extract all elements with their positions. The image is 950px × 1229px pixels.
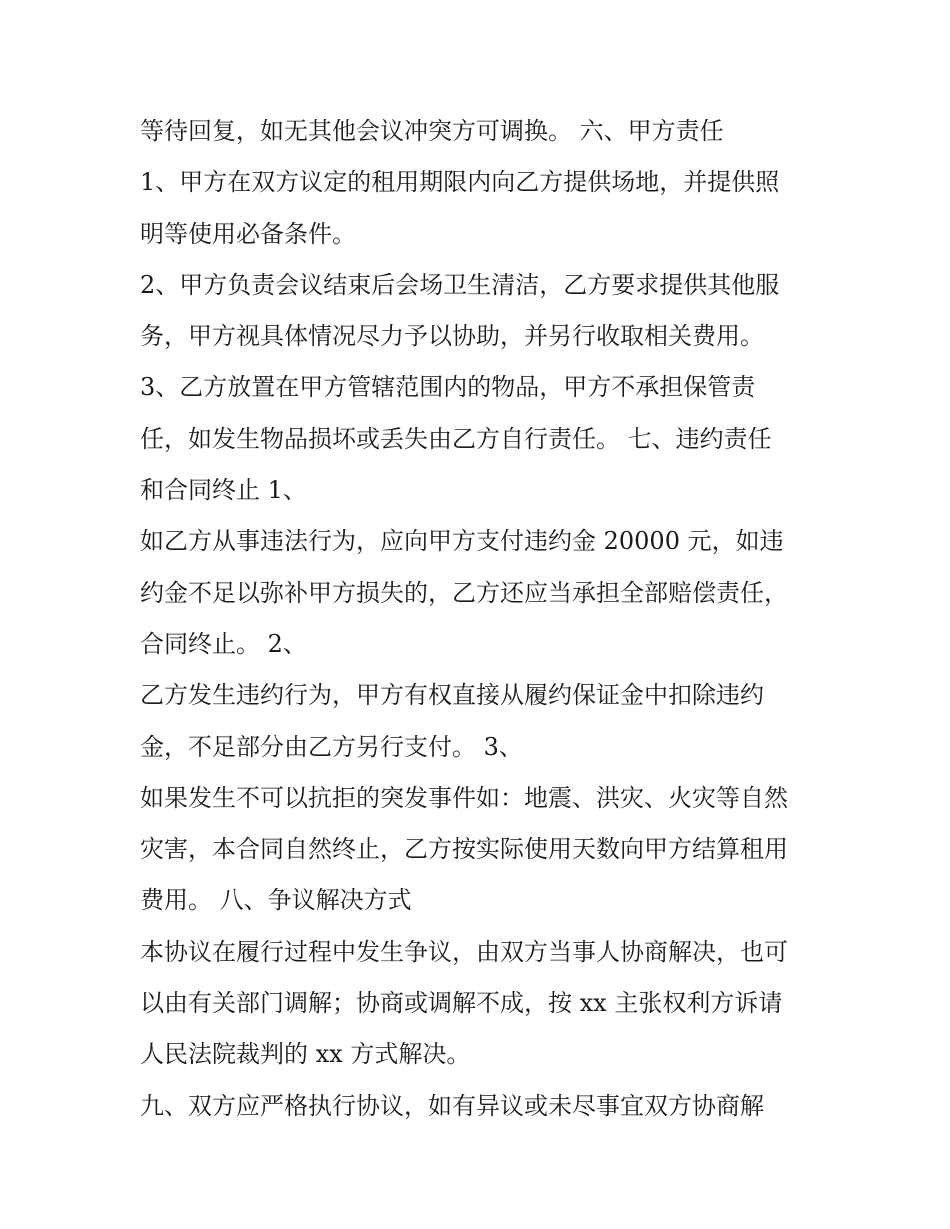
text-line: 约金不足以弥补甲方损失的，乙方还应当承担全部赔偿责任， <box>140 578 788 607</box>
text-line: 如乙方从事违法行为，应向甲方支付违约金 20000 元，如违 <box>140 527 784 556</box>
text-line: 费用。 八、争议解决方式 <box>140 886 412 915</box>
text-line: 九、双方应严格执行协议，如有异议或未尽事宜双方协商解 <box>140 1091 764 1120</box>
contract-text <box>140 106 830 1132</box>
text-line: 灾害，本合同自然终止，乙方按实际使用天数向甲方结算租用 <box>140 835 788 864</box>
text-line: 合同终止。 2、 <box>140 629 307 658</box>
text-line: 人民法院裁判的 xx 方式解决。 <box>140 1040 471 1069</box>
text-line: 任，如发生物品损坏或丢失由乙方自行责任。 七、违约责任 <box>140 424 772 453</box>
text-line: 明等使用必备条件。 <box>140 219 356 248</box>
text-line: 如果发生不可以抗拒的突发事件如：地震、洪灾、火灾等自然 <box>140 783 788 812</box>
text-line: 以由有关部门调解；协商或调解不成，按 xx 主张权利方诉请 <box>140 989 783 1018</box>
text-line: 务，甲方视具体情况尽力予以协助，并另行收取相关费用。 <box>140 322 764 351</box>
text-line: 3、乙方放置在甲方管辖范围内的物品，甲方不承担保管责 <box>140 373 756 402</box>
text-line: 和合同终止 1、 <box>140 476 307 505</box>
text-line: 1、甲方在双方议定的租用期限内向乙方提供场地，并提供照 <box>140 168 780 197</box>
text-line: 金，不足部分由乙方另行支付。 3、 <box>140 732 523 761</box>
text-line: 本协议在履行过程中发生争议，由双方当事人协商解决，也可 <box>140 937 788 966</box>
text-line: 2、甲方负责会议结束后会场卫生清洁，乙方要求提供其他服 <box>140 270 780 299</box>
text-line: 乙方发生违约行为，甲方有权直接从履约保证金中扣除违约 <box>140 681 764 710</box>
text-line: 等待回复，如无其他会议冲突方可调换。 六、甲方责任 <box>140 117 724 145</box>
